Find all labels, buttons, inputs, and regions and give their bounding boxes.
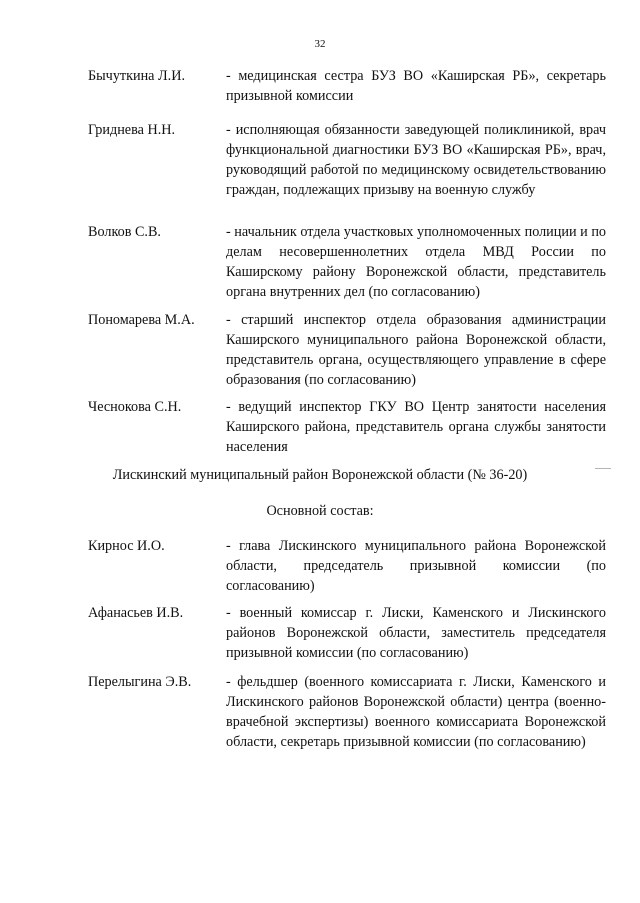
member-role: - фельдшер (военного комиссариата г. Лиски, Каменского и Лискинского районов Воронежской области) центра (военно-врачебной экспертизы) военного комиссариата Воронежской области, секретарь призывной комиссии (по согласованию) <box>226 674 606 750</box>
member-role: - исполняющая обязанности заведующей поликлиникой, врач функциональной диагностики БУЗ ВО «Каширская РБ», врач, руководящий работой по медицинскому освидетельствованию граждан, подлежащих призыву на военную службу <box>226 122 606 198</box>
member-name: Чеснокова С.Н. <box>88 399 182 415</box>
member-role: - медицинская сестра БУЗ ВО «Каширская РБ», секретарь призывной комиссии <box>226 68 606 104</box>
member-name: Бычуткина Л.И. <box>88 68 185 84</box>
member-role: - военный комиссар г. Лиски, Каменского и Лискинского районов Воронежской области, заместитель председателя призывной комиссии (по согласованию) <box>226 605 606 661</box>
scan-artifact <box>595 468 611 469</box>
member-role: - глава Лискинского муниципального района Воронежской области, председатель призывной комиссии (по согласованию) <box>226 538 606 594</box>
district-heading: Лискинский муниципальный район Воронежской области (№ 36-20) <box>112 467 528 483</box>
member-name: Афанасьев И.В. <box>88 605 184 621</box>
member-name: Кирнос И.О. <box>88 538 165 554</box>
page-number: 32 <box>314 38 326 50</box>
member-role: - старший инспектор отдела образования администрации Каширского муниципального района Воронежской области, представитель органа, осуществляющего управление в сфере образования (по согласованию) <box>226 312 606 388</box>
member-name: Волков С.В. <box>88 224 161 240</box>
member-name: Пономарева М.А. <box>88 312 195 328</box>
member-name: Перелыгина Э.В. <box>88 674 192 690</box>
member-role: - начальник отдела участковых уполномоченных полиции и по делам несовершеннолетних отдела МВД России по Каширскому району Воронежской области, представитель органа внутренних дел (по согласованию) <box>226 224 606 300</box>
member-name: Гриднева Н.Н. <box>88 122 176 138</box>
composition-subheading: Основной состав: <box>266 503 374 519</box>
member-role: - ведущий инспектор ГКУ ВО Центр занятости населения Каширского района, представитель органа службы занятости населения <box>226 399 606 455</box>
